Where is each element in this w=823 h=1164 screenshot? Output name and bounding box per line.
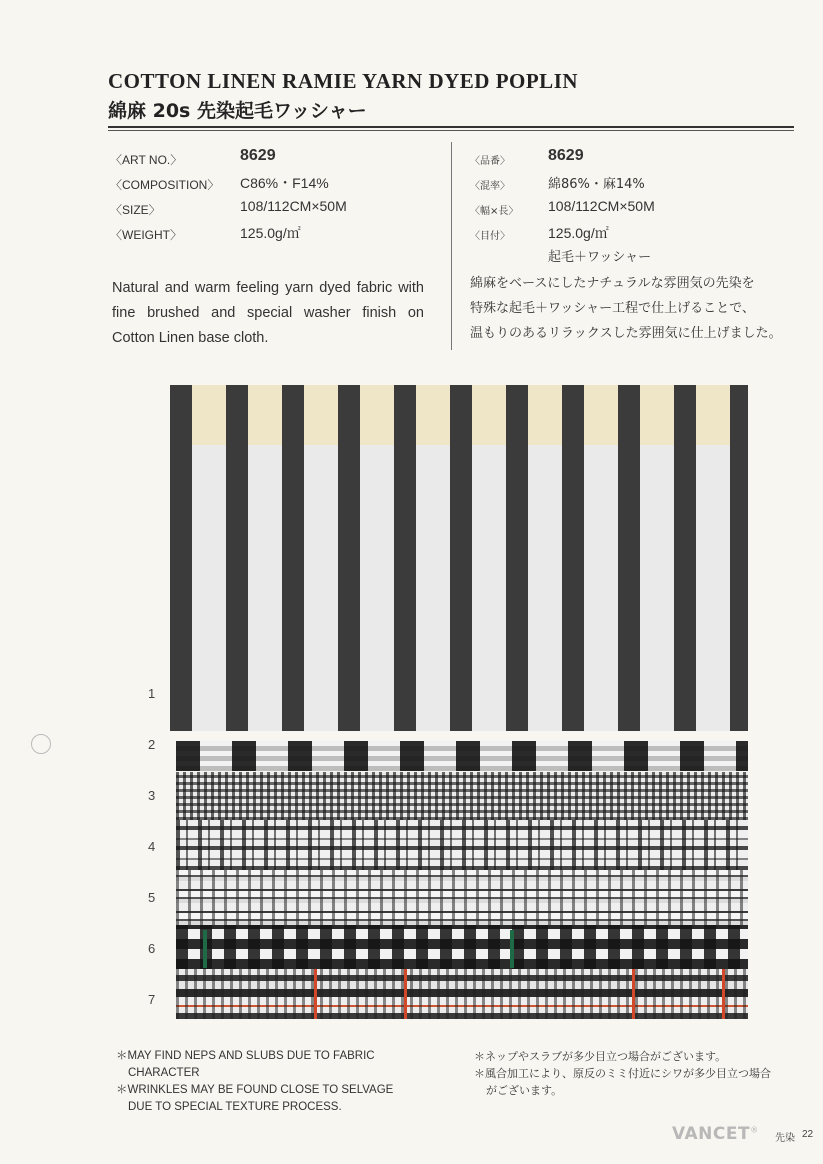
note-japanese-line: ＊風合加工により、原反のミミ付近にシワが多少目立つ場合 [474,1067,771,1080]
fabric-swatch-7-red-stripe [314,969,317,1019]
fabric-swatch-2 [176,741,748,771]
fabric-swatch-7 [176,969,748,1019]
column-divider [451,142,452,350]
fabric-swatch-6 [176,925,748,969]
swatch-number: 2 [148,737,156,752]
page-number: 22 [802,1129,814,1140]
note-english-line: ＊WRINKLES MAY BE FOUND CLOSE TO SELVAGE [116,1084,394,1096]
fabric-swatch-7-red-stripe [632,969,635,1019]
note-english-line: ＊MAY FIND NEPS AND SLUBS DUE TO FABRIC [116,1050,375,1062]
note-english-line: DUE TO SPECIAL TEXTURE PROCESS. [128,1101,342,1113]
spec-value-weight: 125.0g/㎡ [240,225,301,241]
brand-logo [672,1124,759,1144]
description-japanese-line: 特殊な起毛＋ワッシャー工程で仕上げることで、 [470,301,755,316]
binder-hole [31,734,51,754]
title-japanese: 綿麻 20s 先染起毛ワッシャー [108,100,367,122]
spec-value-jp-finish: 起毛＋ワッシャー [548,250,652,265]
brand-logo-text: VANCET [672,1124,751,1144]
fabric-swatch-6-green-stripe [510,930,514,968]
fabric-swatch-1-selvage [170,385,748,445]
note-japanese-line: がございます。 [486,1084,563,1097]
spec-label-jp-weight: 〈目付〉 [470,231,510,242]
note-english-line: CHARACTER [128,1067,200,1079]
swatch-number: 3 [148,788,156,803]
title-rule [108,126,794,128]
spec-value-jp-weight: 125.0g/㎡ [548,225,609,241]
footer-category: 先染 [775,1133,795,1144]
registered-mark-icon: ® [750,1125,759,1135]
swatch-number: 5 [148,890,156,905]
description-japanese-line: 綿麻をベースにしたナチュラルな雰囲気の先染を [470,276,755,291]
spec-label-weight: 〈WEIGHT〉 [110,228,182,242]
note-japanese-line: ＊ネップやスラブが多少目立つ場合がございます。 [474,1050,727,1063]
fabric-swatch-5 [176,870,748,925]
spec-value-jp-art-no: 8629 [548,147,584,164]
spec-label-jp-size: 〈幅×長〉 [470,206,519,217]
swatch-number: 7 [148,992,156,1007]
description-japanese [470,271,800,346]
fabric-swatch-7-red-stripe [722,969,725,1019]
description-japanese-line: 温もりのあるリラックスした雰囲気に仕上げました。 [470,326,782,341]
spec-value-jp-size: 108/112CM×50M [548,198,655,214]
spec-label-jp-composition: 〈混率〉 [470,181,510,192]
spec-value-composition: C86%・F14% [240,175,329,191]
fabric-swatch-6-green-stripe [203,930,207,968]
spec-value-size: 108/112CM×50M [240,198,347,214]
swatch-number: 1 [148,686,156,701]
swatch-number: 6 [148,941,156,956]
spec-value-art-no: 8629 [240,147,276,164]
spec-label-jp-art-no: 〈品番〉 [470,156,510,167]
title-english: COTTON LINEN RAMIE YARN DYED POPLIN [108,69,579,93]
title-rule-thin [108,130,794,131]
fabric-swatch-3 [176,772,748,820]
spec-label-composition: 〈COMPOSITION〉 [110,178,220,192]
spec-label-art-no: 〈ART NO.〉 [110,153,183,167]
swatch-number: 4 [148,839,156,854]
fabric-swatch-4 [176,820,748,870]
spec-label-size: 〈SIZE〉 [110,203,161,217]
description-english: Natural and warm feeling yarn dyed fabric with fine brushed and special washer finish on Cotton Linen base cloth. [112,280,424,346]
spec-value-jp-composition: 綿86%・麻14% [548,177,645,192]
fabric-swatch-7-red-stripe [404,969,407,1019]
